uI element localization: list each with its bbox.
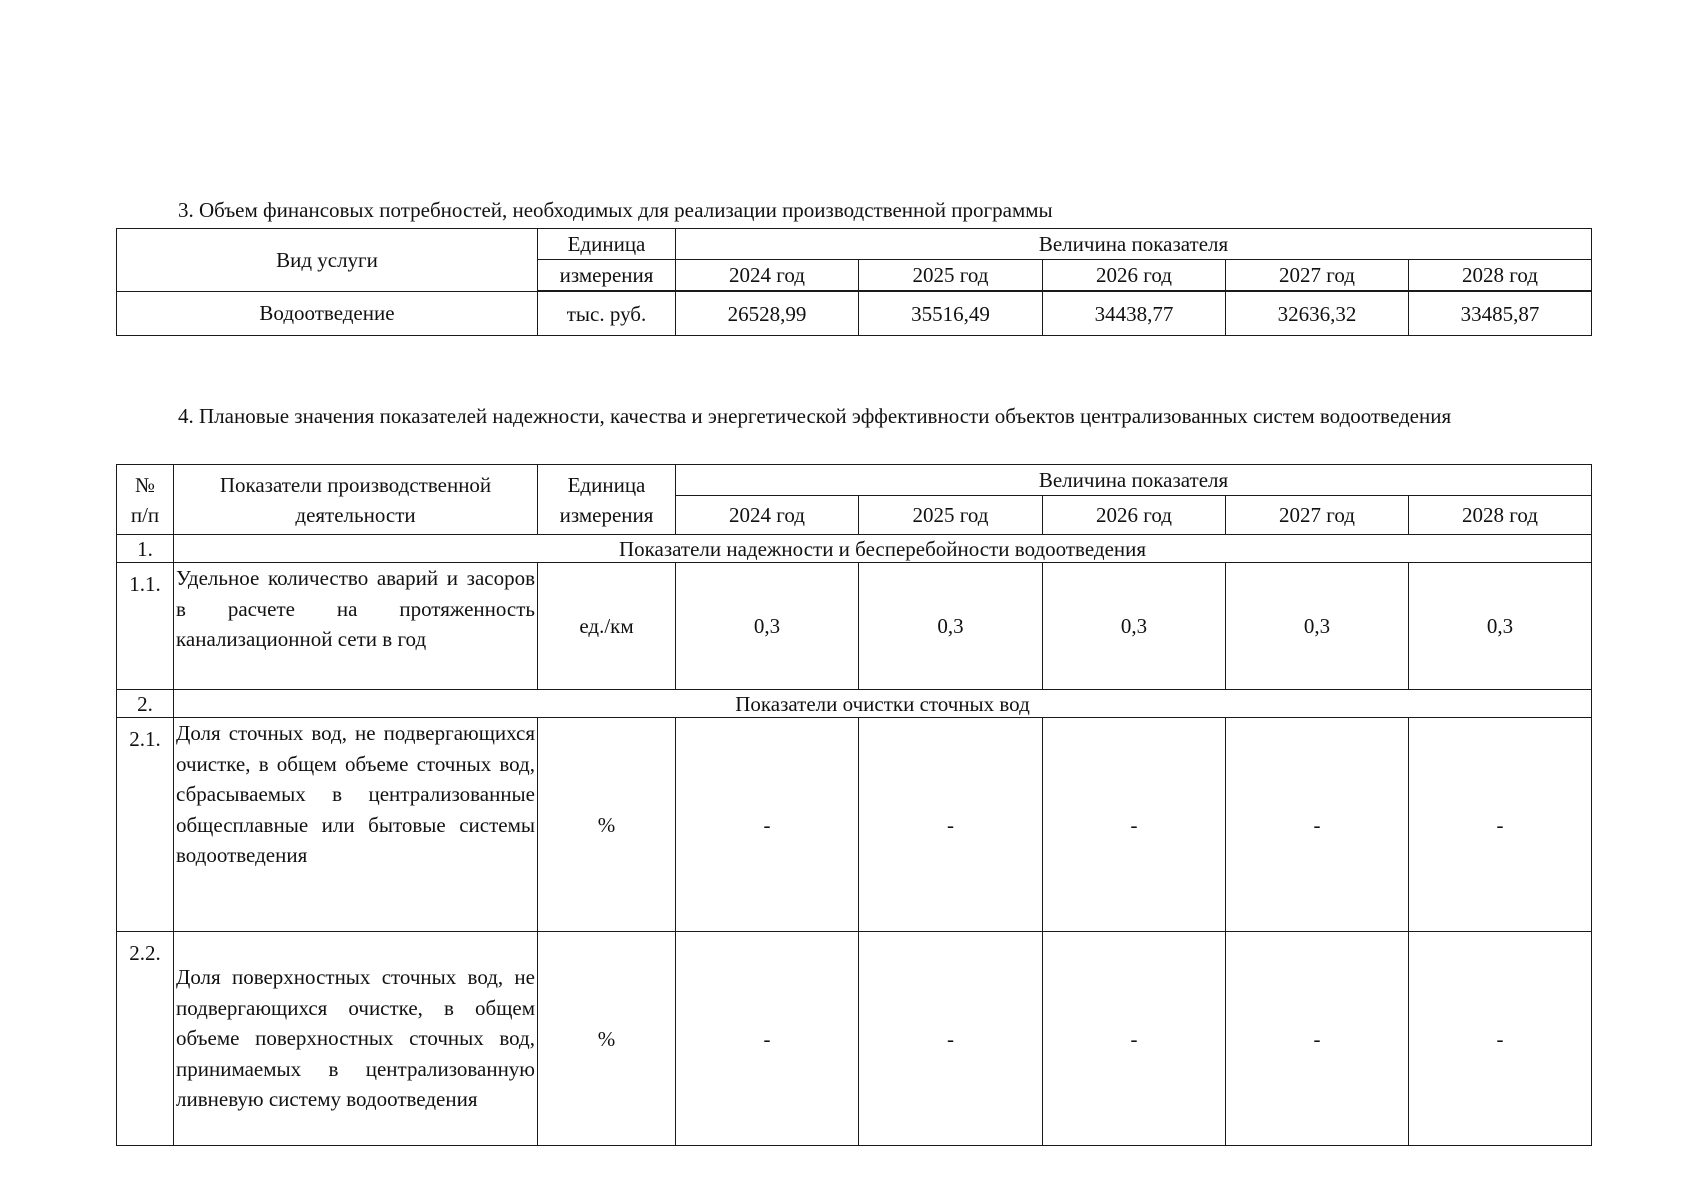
header-service-type: Вид услуги (117, 229, 538, 292)
header-indicator-value: Величина показателя (676, 229, 1592, 260)
table-row (117, 291, 1592, 336)
item-number: 2.1. (117, 718, 174, 932)
header-number: № п/п (117, 465, 174, 535)
value-cell: 0,3 (676, 563, 859, 690)
section-row (117, 535, 1592, 563)
header-unit-line2: измерения (538, 260, 676, 292)
value-cell: 32636,32 (1226, 291, 1409, 336)
value-cell: - (1226, 932, 1409, 1146)
value-cell: - (1043, 718, 1226, 932)
value-cell: 35516,49 (859, 291, 1043, 336)
item-number: 1.1. (117, 563, 174, 690)
value-cell: 0,3 (1043, 563, 1226, 690)
indicator-name: Удельное количество аварий и засоров в расчете на протяженность канализационной сети в год (174, 563, 538, 690)
header-year: 2026 год (1043, 496, 1226, 535)
unit-cell: тыс. руб. (538, 291, 676, 336)
header-year: 2025 год (859, 260, 1043, 292)
group-number: 2. (117, 690, 174, 718)
group-title: Показатели надежности и бесперебойности водоотведения (174, 535, 1592, 563)
header-year: 2027 год (1226, 260, 1409, 292)
header-year: 2028 год (1409, 260, 1592, 292)
value-cell: - (1043, 932, 1226, 1146)
financial-needs-table (116, 228, 1592, 336)
indicator-name: Доля сточных вод, не подвергающихся очистке, в общем объеме сточных вод, сбрасываемых в централизованные общесплавные или бытовые системы водоотведения (174, 718, 538, 932)
value-cell: - (676, 718, 859, 932)
value-cell: 34438,77 (1043, 291, 1226, 336)
item-number: 2.2. (117, 932, 174, 1146)
table-row (117, 932, 1592, 1146)
section-3-heading: 3. Объем финансовых потребностей, необходимых для реализации производственной программы (178, 198, 1053, 222)
header-unit: Единица измерения (538, 465, 676, 535)
section-4-heading: 4. Плановые значения показателей надежности, качества и энергетической эффективности объектов централизованных систем водоотведения (178, 404, 1452, 428)
header-year: 2026 год (1043, 260, 1226, 292)
header-indicator-value: Величина показателя (676, 465, 1592, 496)
value-cell: - (1226, 718, 1409, 932)
table-row (117, 718, 1592, 932)
value-cell: 26528,99 (676, 291, 859, 336)
indicator-name: Доля поверхностных сточных вод, не подвергающихся очистке, в общем объеме поверхностных сточных вод, принимаемых в централизованную ливневую систему водоотведения (174, 932, 538, 1146)
group-number: 1. (117, 535, 174, 563)
section-row (117, 690, 1592, 718)
value-cell: - (1409, 718, 1592, 932)
header-year: 2025 год (859, 496, 1043, 535)
value-cell: 0,3 (1226, 563, 1409, 690)
value-cell: - (859, 718, 1043, 932)
reliability-indicators-table (116, 464, 1592, 1146)
unit-cell: % (538, 932, 676, 1146)
value-cell: 0,3 (859, 563, 1043, 690)
table-row (117, 563, 1592, 690)
header-year: 2027 год (1226, 496, 1409, 535)
value-cell: 33485,87 (1409, 291, 1592, 336)
service-name: Водоотведение (117, 291, 538, 336)
unit-cell: ед./км (538, 563, 676, 690)
unit-cell: % (538, 718, 676, 932)
header-year: 2024 год (676, 496, 859, 535)
header-year: 2024 год (676, 260, 859, 292)
value-cell: - (859, 932, 1043, 1146)
group-title: Показатели очистки сточных вод (174, 690, 1592, 718)
header-indicators: Показатели производственной деятельности (174, 465, 538, 535)
value-cell: - (1409, 932, 1592, 1146)
header-year: 2028 год (1409, 496, 1592, 535)
value-cell: - (676, 932, 859, 1146)
header-unit-line1: Единица (538, 229, 676, 260)
value-cell: 0,3 (1409, 563, 1592, 690)
